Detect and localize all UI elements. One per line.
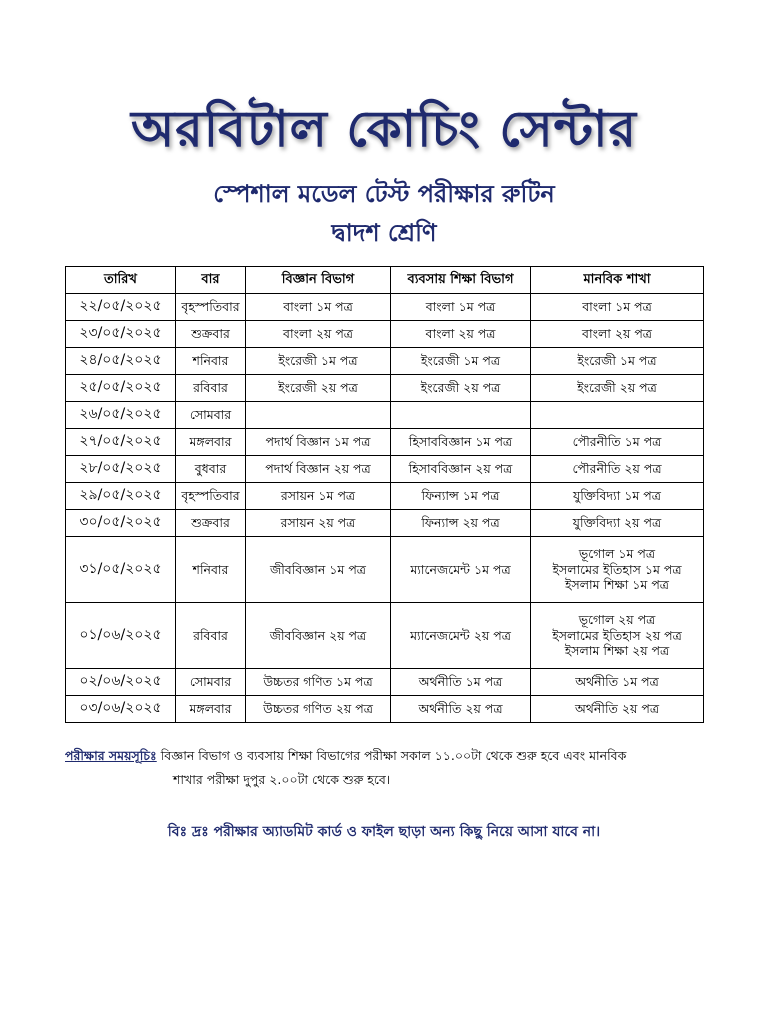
cell-business: হিসাববিজ্ঞান ১ম পত্র — [391, 429, 531, 456]
cell-humanities — [531, 537, 704, 603]
cell-day: রবিবার — [176, 375, 246, 402]
routine-table — [65, 266, 704, 723]
humanities-subject: বাংলা ২য় পত্র — [581, 326, 652, 342]
cell-business: বাংলা ২য় পত্র — [391, 321, 531, 348]
cell-date: ৩০/০৫/২০২৫ — [66, 510, 176, 537]
cell-science: পদার্থ বিজ্ঞান ১ম পত্র — [246, 429, 391, 456]
humanities-subject: ইসলাম শিক্ষা ১ম পত্র — [564, 577, 669, 593]
table-row — [66, 669, 704, 696]
cell-humanities — [531, 603, 704, 669]
cell-science: উচ্চতর গণিত ১ম পত্র — [246, 669, 391, 696]
column-header-humanities: মানবিক শাখা — [531, 267, 704, 294]
cell-business: বাংলা ১ম পত্র — [391, 294, 531, 321]
table-row — [66, 375, 704, 402]
table-row — [66, 456, 704, 483]
humanities-subject: ইসলামের ইতিহাস ২য় পত্র — [552, 627, 682, 643]
table-row — [66, 537, 704, 603]
cell-science: ইংরেজী ১ম পত্র — [246, 348, 391, 375]
cell-day: সোমবার — [176, 669, 246, 696]
humanities-subject: ইসলামের ইতিহাস ১ম পত্র — [552, 561, 682, 577]
cell-business: হিসাববিজ্ঞান ২য় পত্র — [391, 456, 531, 483]
humanities-subject: যুক্তিবিদ্যা ১ম পত্র — [573, 488, 661, 504]
cell-science: বাংলা ২য় পত্র — [246, 321, 391, 348]
schedule-note-label: পরীক্ষার সময়সূচিঃ — [65, 748, 157, 763]
schedule-note-line1: বিজ্ঞান বিভাগ ও ব্যবসায় শিক্ষা বিভাগের পরীক্ষা সকাল ১১.০০টা থেকে শুরু হবে এবং মানবিক — [156, 748, 627, 763]
cell-science — [246, 402, 391, 429]
cell-day: শুক্রবার — [176, 510, 246, 537]
cell-day: সোমবার — [176, 402, 246, 429]
cell-humanities — [531, 510, 704, 537]
cell-day: মঙ্গলবার — [176, 429, 246, 456]
table-row — [66, 348, 704, 375]
cell-humanities — [531, 429, 704, 456]
humanities-subject: বাংলা ১ম পত্র — [582, 299, 652, 315]
cell-business: ইংরেজী ১ম পত্র — [391, 348, 531, 375]
cell-date: ৩১/০৫/২০২৫ — [66, 537, 176, 603]
cell-date: ০১/০৬/২০২৫ — [66, 603, 176, 669]
humanities-subject: পৌরনীতি ২য় পত্র — [572, 461, 662, 477]
cell-day: রবিবার — [176, 603, 246, 669]
cell-date: ২৪/০৫/২০২৫ — [66, 348, 176, 375]
cell-science: রসায়ন ২য় পত্র — [246, 510, 391, 537]
table-header-row — [66, 267, 704, 294]
humanities-subject: ইংরেজী ২য় পত্র — [577, 380, 657, 396]
cell-date: ২৮/০৫/২০২৫ — [66, 456, 176, 483]
cell-business: ফিন্যান্স ২য় পত্র — [391, 510, 531, 537]
table-row — [66, 429, 704, 456]
table-row — [66, 483, 704, 510]
cell-date: ২৫/০৫/২০২৫ — [66, 375, 176, 402]
humanities-subject: অর্থনীতি ২য় পত্র — [574, 701, 660, 717]
routine-table-body — [66, 294, 704, 723]
cell-science: বাংলা ১ম পত্র — [246, 294, 391, 321]
schedule-note — [65, 744, 715, 792]
cell-date: ২৯/০৫/২০২৫ — [66, 483, 176, 510]
cell-date: ২৩/০৫/২০২৫ — [66, 321, 176, 348]
cell-date: ২৬/০৫/২০২৫ — [66, 402, 176, 429]
humanities-subject: ভূগোল ২য় পত্র — [578, 612, 656, 628]
cell-business: ম্যানেজমেন্ট ১ম পত্র — [391, 537, 531, 603]
table-row — [66, 603, 704, 669]
cell-science: জীববিজ্ঞান ২য় পত্র — [246, 603, 391, 669]
cell-humanities — [531, 483, 704, 510]
cell-science: রসায়ন ১ম পত্র — [246, 483, 391, 510]
cell-business: অর্থনীতি ২য় পত্র — [391, 696, 531, 723]
cell-humanities — [531, 696, 704, 723]
cell-humanities — [531, 294, 704, 321]
cell-humanities — [531, 669, 704, 696]
cell-day: বৃহস্পতিবার — [176, 294, 246, 321]
column-header-science: বিজ্ঞান বিভাগ — [246, 267, 391, 294]
cell-science: উচ্চতর গণিত ২য় পত্র — [246, 696, 391, 723]
cell-humanities — [531, 375, 704, 402]
cell-date: ২২/০৫/২০২৫ — [66, 294, 176, 321]
cell-business: ইংরেজী ২য় পত্র — [391, 375, 531, 402]
column-header-day: বার — [176, 267, 246, 294]
humanities-subject: ইসলাম শিক্ষা ২য় পত্র — [564, 643, 670, 659]
cell-day: বুধবার — [176, 456, 246, 483]
cell-science: ইংরেজী ২য় পত্র — [246, 375, 391, 402]
humanities-subject: ভূগোল ১ম পত্র — [578, 546, 656, 562]
table-row — [66, 510, 704, 537]
schedule-note-line2: শাখার পরীক্ষা দুপুর ২.০০টা থেকে শুরু হবে। — [173, 771, 391, 787]
humanities-subject: যুক্তিবিদ্যা ২য় পত্র — [572, 515, 662, 531]
cell-business: ম্যানেজমেন্ট ২য় পত্র — [391, 603, 531, 669]
cell-humanities — [531, 402, 704, 429]
cell-day: শনিবার — [176, 537, 246, 603]
cell-science: পদার্থ বিজ্ঞান ২য় পত্র — [246, 456, 391, 483]
cell-date: ০২/০৬/২০২৫ — [66, 669, 176, 696]
cell-science: জীববিজ্ঞান ১ম পত্র — [246, 537, 391, 603]
page-title: অরবিটাল কোচিং সেন্টার — [131, 99, 637, 158]
cell-day: মঙ্গলবার — [176, 696, 246, 723]
cell-humanities — [531, 456, 704, 483]
humanities-subject: অর্থনীতি ১ম পত্র — [575, 674, 659, 690]
table-row — [66, 402, 704, 429]
cell-humanities — [531, 348, 704, 375]
humanities-subject: ইংরেজী ১ম পত্র — [577, 353, 657, 369]
table-row — [66, 321, 704, 348]
column-header-business: ব্যবসায় শিক্ষা বিভাগ — [391, 267, 531, 294]
warning-note: বিঃ দ্রঃ পরীক্ষার অ্যাডমিট কার্ড ও ফাইল ছাড়া অন্য কিছু নিয়ে আসা যাবে না। — [167, 824, 601, 840]
table-row — [66, 294, 704, 321]
cell-business: ফিন্যান্স ১ম পত্র — [391, 483, 531, 510]
cell-humanities — [531, 321, 704, 348]
column-header-date: তারিখ — [66, 267, 176, 294]
cell-day: বৃহস্পতিবার — [176, 483, 246, 510]
routine-subtitle: স্পেশাল মডেল টেস্ট পরীক্ষার রুটিন — [213, 180, 555, 208]
cell-day: শনিবার — [176, 348, 246, 375]
cell-day: শুক্রবার — [176, 321, 246, 348]
class-name: দ্বাদশ শ্রেণি — [331, 219, 437, 247]
cell-business — [391, 402, 531, 429]
humanities-subject: পৌরনীতি ১ম পত্র — [572, 434, 662, 450]
cell-date: ০৩/০৬/২০২৫ — [66, 696, 176, 723]
cell-business: অর্থনীতি ১ম পত্র — [391, 669, 531, 696]
table-row — [66, 696, 704, 723]
cell-date: ২৭/০৫/২০২৫ — [66, 429, 176, 456]
